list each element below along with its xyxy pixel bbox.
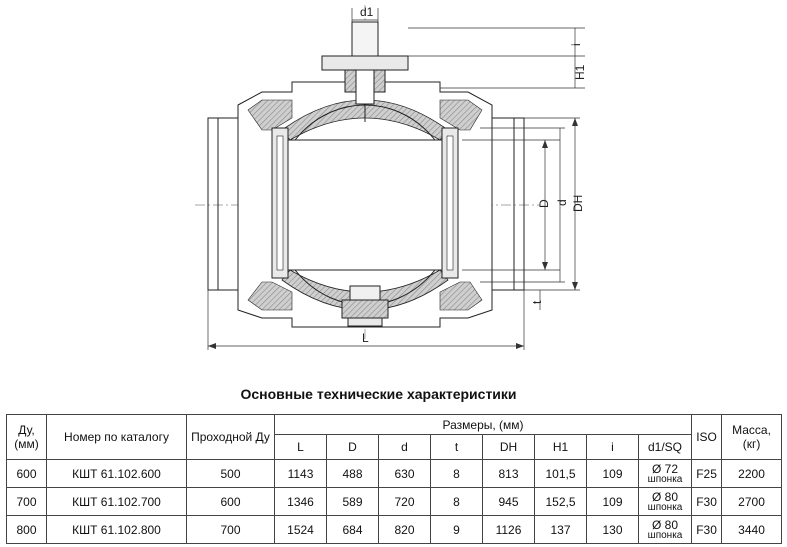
d1sq-value: Ø 72 <box>652 461 679 476</box>
cell-dh: 945 <box>483 488 535 516</box>
header-big-d: D <box>327 435 379 460</box>
header-i: i <box>587 435 639 460</box>
cell-i: 130 <box>587 516 639 544</box>
header-small-d: d <box>379 435 431 460</box>
table-row <box>7 488 782 516</box>
header-bore: Проходной Ду <box>187 415 275 460</box>
cell-iso: F30 <box>692 516 722 544</box>
header-l: L <box>275 435 327 460</box>
header-d1sq: d1/SQ <box>639 435 692 460</box>
cell-i: 109 <box>587 460 639 488</box>
specs-table <box>6 414 782 544</box>
header-h1: H1 <box>535 435 587 460</box>
d1sq-value: Ø 80 <box>652 489 679 504</box>
header-iso: ISO <box>692 415 722 460</box>
dim-label-t: t <box>530 300 544 304</box>
cell-small-d: 820 <box>379 516 431 544</box>
cell-l: 1346 <box>275 488 327 516</box>
cell-mass: 3440 <box>722 516 782 544</box>
dim-label-small-d: d <box>555 199 569 206</box>
cell-l: 1143 <box>275 460 327 488</box>
header-dims: Размеры, (мм) <box>275 415 692 435</box>
table-row <box>7 516 782 544</box>
dim-label-l: L <box>362 331 369 345</box>
cell-big-d: 589 <box>327 488 379 516</box>
cell-mass: 2700 <box>722 488 782 516</box>
header-catalog: Номер по каталогу <box>47 415 187 460</box>
dim-label-d1: d1 <box>360 5 374 19</box>
dim-label-dh: DH <box>571 194 585 212</box>
cell-catalog: КШТ 61.102.600 <box>47 460 187 488</box>
cell-t: 9 <box>431 516 483 544</box>
d1sq-note: шпонка <box>647 501 683 513</box>
dim-label-i: i <box>569 43 583 46</box>
cell-catalog: КШТ 61.102.700 <box>47 488 187 516</box>
cell-d1sq <box>639 516 692 544</box>
dim-label-h1: H1 <box>573 64 587 80</box>
cell-i: 109 <box>587 488 639 516</box>
cell-mass: 2200 <box>722 460 782 488</box>
cell-small-d: 630 <box>379 460 431 488</box>
cell-h1: 152,5 <box>535 488 587 516</box>
table-caption: Основные технические характеристики <box>240 386 517 402</box>
cell-dh: 1126 <box>483 516 535 544</box>
cell-d1sq <box>639 460 692 488</box>
cell-big-d: 684 <box>327 516 379 544</box>
cell-bore: 700 <box>187 516 275 544</box>
cell-h1: 137 <box>535 516 587 544</box>
cell-catalog: КШТ 61.102.800 <box>47 516 187 544</box>
cell-bore: 600 <box>187 488 275 516</box>
dim-label-big-d: D <box>537 199 551 208</box>
cell-t: 8 <box>431 460 483 488</box>
cell-t: 8 <box>431 488 483 516</box>
cell-l: 1524 <box>275 516 327 544</box>
cell-iso: F30 <box>692 488 722 516</box>
cell-small-d: 720 <box>379 488 431 516</box>
cell-du: 800 <box>7 516 47 544</box>
header-dh: DH <box>483 435 535 460</box>
header-du: Ду, (мм) <box>7 415 47 460</box>
cell-dh: 813 <box>483 460 535 488</box>
cell-du: 600 <box>7 460 47 488</box>
cell-du: 700 <box>7 488 47 516</box>
d1sq-value: Ø 80 <box>652 517 679 532</box>
d1sq-note: шпонка <box>647 473 683 485</box>
table-row <box>7 460 782 488</box>
cell-big-d: 488 <box>327 460 379 488</box>
header-t: t <box>431 435 483 460</box>
header-mass: Масса, (кг) <box>722 415 782 460</box>
cell-d1sq <box>639 488 692 516</box>
d1sq-note: шпонка <box>647 529 683 541</box>
cell-bore: 500 <box>187 460 275 488</box>
cell-h1: 101,5 <box>535 460 587 488</box>
cell-iso: F25 <box>692 460 722 488</box>
